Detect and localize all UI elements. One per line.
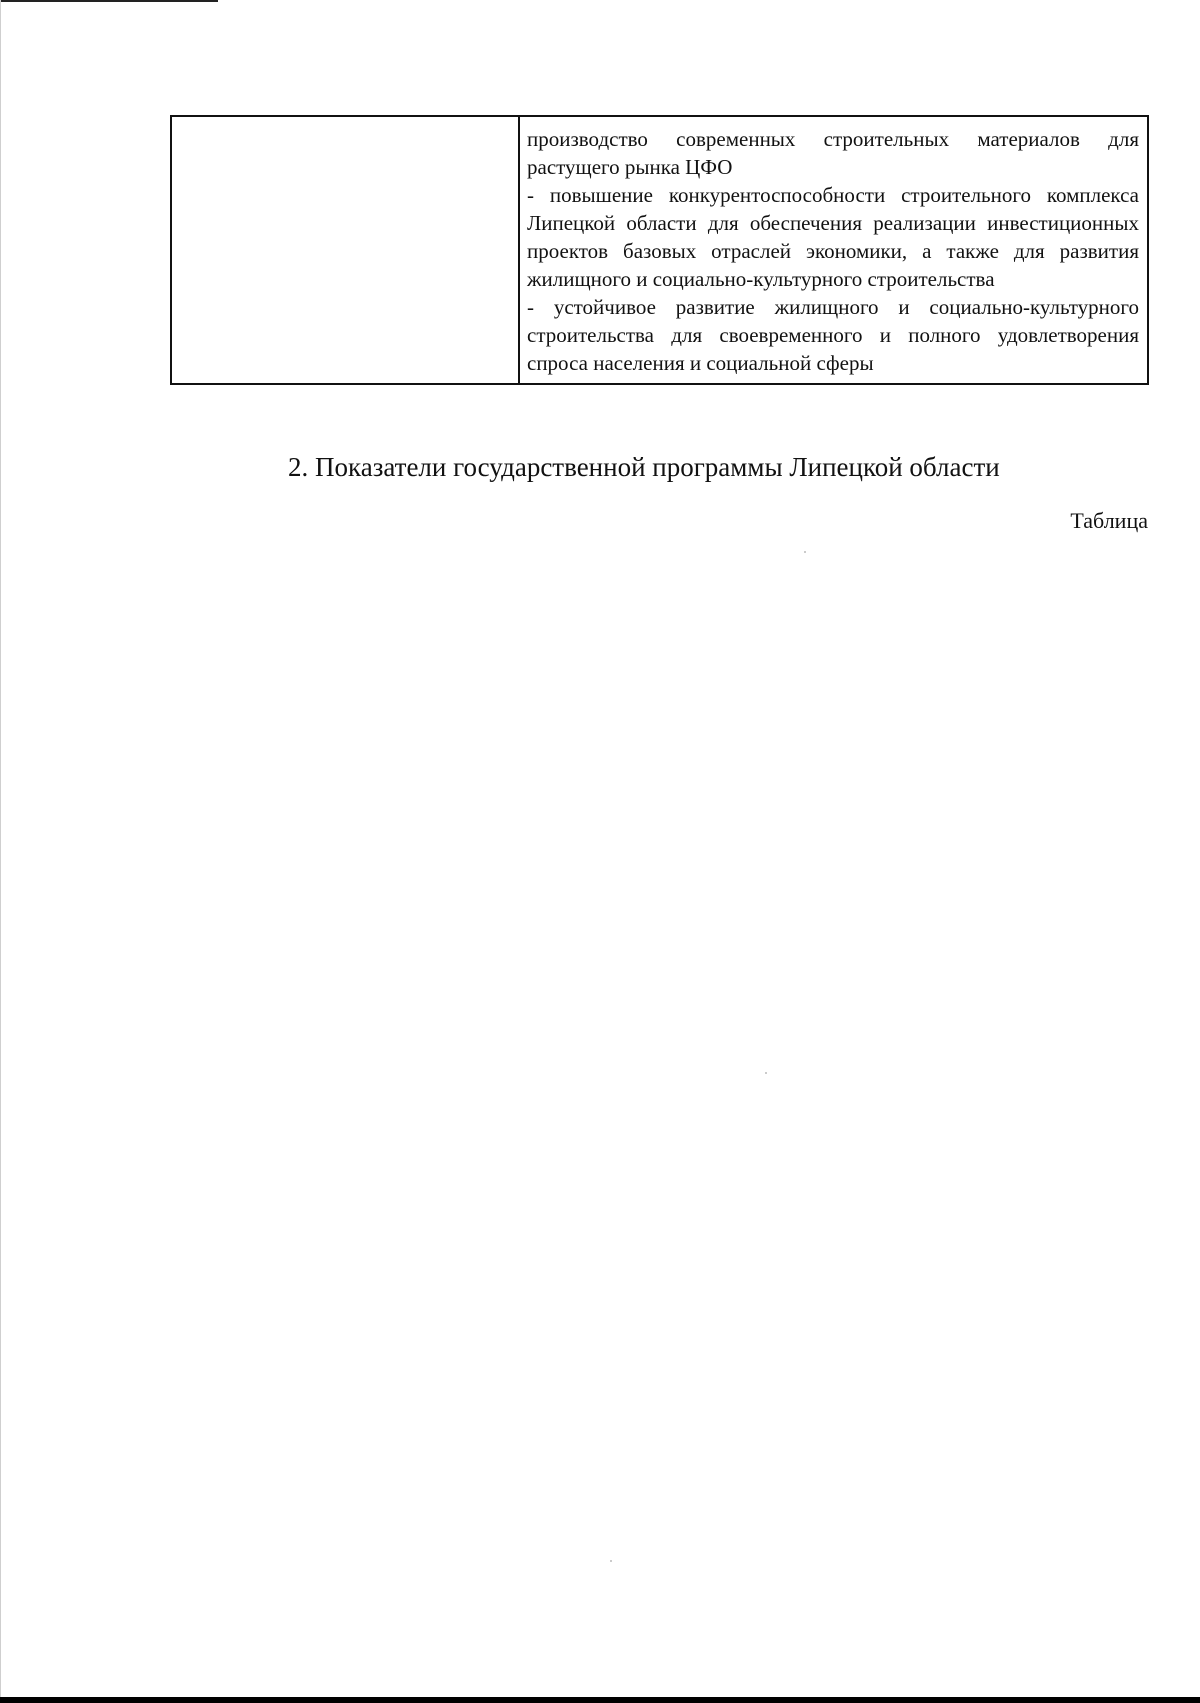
table-row xyxy=(171,116,1148,384)
table-cell-goals xyxy=(519,116,1148,384)
section-title: 2. Показатели государственной программы Липецкой области xyxy=(288,452,1000,482)
scan-speck xyxy=(765,1072,767,1074)
goal-text-building-materials: производство современных строительных материалов для растущего рынка ЦФО xyxy=(527,127,1139,179)
scan-speck xyxy=(610,1560,612,1562)
table-label: Таблица xyxy=(1070,508,1148,533)
scan-edge-mark-top xyxy=(0,0,218,2)
scan-edge-left xyxy=(0,0,1,1697)
goal-text-competitiveness: - повышение конкурентоспособности строительного комплекса Липецкой области для обеспечения реализации инвестиционных проектов базовых отраслей экономики, а также для развития жилищного и социально-культурного строительства xyxy=(527,183,1139,291)
goals-table-continuation xyxy=(170,115,1149,385)
scan-speck xyxy=(804,551,806,553)
table-cell-label-empty xyxy=(171,116,519,384)
goal-text-sustainable-development: - устойчивое развитие жилищного и социально-культурного строительства для своевременного и полного удовлетворения спроса населения и социальной сферы xyxy=(527,295,1139,375)
scan-edge-bottom xyxy=(0,1697,1200,1703)
